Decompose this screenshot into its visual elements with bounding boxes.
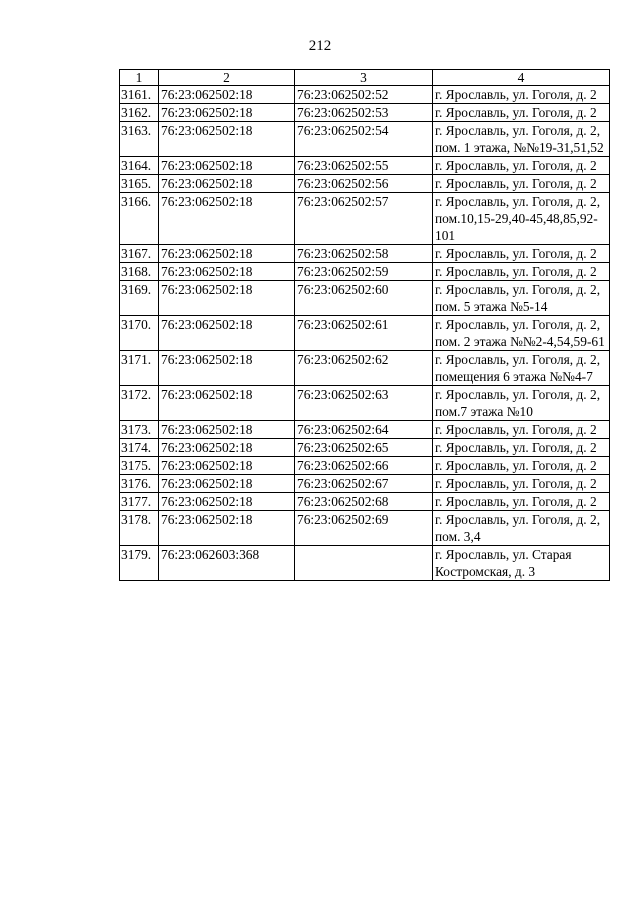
parcel-number-cell: 76:23:062502:18 (159, 386, 295, 421)
row-number-cell: 3167. (120, 245, 159, 263)
parcel-number-cell: 76:23:062502:18 (159, 157, 295, 175)
object-number-cell: 76:23:062502:68 (295, 493, 433, 511)
header-col-3: 3 (295, 70, 433, 86)
row-number-cell: 3172. (120, 386, 159, 421)
object-number-cell (295, 546, 433, 581)
parcel-number-cell: 76:23:062502:18 (159, 175, 295, 193)
row-number-cell: 3179. (120, 546, 159, 581)
table-row (120, 245, 610, 263)
address-cell: г. Ярославль, ул. Гоголя, д. 2, пом. 1 этажа, №№19-31,51,52 (433, 122, 610, 157)
address-cell: г. Ярославль, ул. Гоголя, д. 2, помещения 6 этажа №№4-7 (433, 351, 610, 386)
table-row (120, 122, 610, 157)
address-cell: г. Ярославль, ул. Гоголя, д. 2 (433, 245, 610, 263)
object-number-cell: 76:23:062502:65 (295, 439, 433, 457)
object-number-cell: 76:23:062502:62 (295, 351, 433, 386)
header-col-4: 4 (433, 70, 610, 86)
address-cell: г. Ярославль, ул. Старая Костромская, д. 3 (433, 546, 610, 581)
header-row (120, 70, 610, 86)
row-number-cell: 3171. (120, 351, 159, 386)
header-col-1: 1 (120, 70, 159, 86)
address-cell: г. Ярославль, ул. Гоголя, д. 2 (433, 263, 610, 281)
address-cell: г. Ярославль, ул. Гоголя, д. 2 (433, 457, 610, 475)
parcel-number-cell: 76:23:062502:18 (159, 122, 295, 157)
page-number: 212 (308, 38, 332, 54)
address-cell: г. Ярославль, ул. Гоголя, д. 2, пом. 2 этажа №№2-4,54,59-61 (433, 316, 610, 351)
object-number-cell: 76:23:062502:55 (295, 157, 433, 175)
header-col-2: 2 (159, 70, 295, 86)
parcel-number-cell: 76:23:062502:18 (159, 281, 295, 316)
object-number-cell: 76:23:062502:66 (295, 457, 433, 475)
address-cell: г. Ярославль, ул. Гоголя, д. 2 (433, 104, 610, 122)
table-row (120, 493, 610, 511)
object-number-cell: 76:23:062502:56 (295, 175, 433, 193)
table-row (120, 421, 610, 439)
address-cell: г. Ярославль, ул. Гоголя, д. 2, пом. 5 этажа №5-14 (433, 281, 610, 316)
row-number-cell: 3174. (120, 439, 159, 457)
address-cell: г. Ярославль, ул. Гоголя, д. 2 (433, 421, 610, 439)
parcel-number-cell: 76:23:062502:18 (159, 263, 295, 281)
address-cell: г. Ярославль, ул. Гоголя, д. 2 (433, 157, 610, 175)
object-number-cell: 76:23:062502:58 (295, 245, 433, 263)
row-number-cell: 3170. (120, 316, 159, 351)
row-number-cell: 3161. (120, 86, 159, 104)
address-cell: г. Ярославль, ул. Гоголя, д. 2, пом.10,15-29,40-45,48,85,92-101 (433, 193, 610, 245)
table-row (120, 193, 610, 245)
table-row (120, 457, 610, 475)
table-row (120, 475, 610, 493)
object-number-cell: 76:23:062502:59 (295, 263, 433, 281)
parcel-number-cell: 76:23:062502:18 (159, 493, 295, 511)
row-number-cell: 3178. (120, 511, 159, 546)
table-row (120, 511, 610, 546)
object-number-cell: 76:23:062502:57 (295, 193, 433, 245)
row-number-cell: 3177. (120, 493, 159, 511)
table-row (120, 281, 610, 316)
parcel-number-cell: 76:23:062502:18 (159, 439, 295, 457)
table-row (120, 439, 610, 457)
table-row (120, 104, 610, 122)
table-row (120, 86, 610, 104)
table-row (120, 351, 610, 386)
object-number-cell: 76:23:062502:53 (295, 104, 433, 122)
row-number-cell: 3165. (120, 175, 159, 193)
parcel-number-cell: 76:23:062502:18 (159, 457, 295, 475)
table-body (120, 86, 610, 581)
object-number-cell: 76:23:062502:61 (295, 316, 433, 351)
address-cell: г. Ярославль, ул. Гоголя, д. 2 (433, 175, 610, 193)
parcel-number-cell: 76:23:062502:18 (159, 421, 295, 439)
table-row (120, 386, 610, 421)
address-cell: г. Ярославль, ул. Гоголя, д. 2, пом.7 этажа №10 (433, 386, 610, 421)
object-number-cell: 76:23:062502:54 (295, 122, 433, 157)
parcel-number-cell: 76:23:062603:368 (159, 546, 295, 581)
address-cell: г. Ярославль, ул. Гоголя, д. 2 (433, 475, 610, 493)
address-cell: г. Ярославль, ул. Гоголя, д. 2 (433, 86, 610, 104)
parcel-number-cell: 76:23:062502:18 (159, 316, 295, 351)
object-number-cell: 76:23:062502:67 (295, 475, 433, 493)
table-header (120, 70, 610, 86)
object-number-cell: 76:23:062502:69 (295, 511, 433, 546)
parcel-number-cell: 76:23:062502:18 (159, 86, 295, 104)
address-cell: г. Ярославль, ул. Гоголя, д. 2, пом. 3,4 (433, 511, 610, 546)
parcel-number-cell: 76:23:062502:18 (159, 104, 295, 122)
row-number-cell: 3173. (120, 421, 159, 439)
parcel-number-cell: 76:23:062502:18 (159, 193, 295, 245)
row-number-cell: 3166. (120, 193, 159, 245)
row-number-cell: 3164. (120, 157, 159, 175)
parcel-number-cell: 76:23:062502:18 (159, 351, 295, 386)
table-row (120, 546, 610, 581)
object-number-cell: 76:23:062502:63 (295, 386, 433, 421)
row-number-cell: 3176. (120, 475, 159, 493)
address-cell: г. Ярославль, ул. Гоголя, д. 2 (433, 439, 610, 457)
table-row (120, 157, 610, 175)
object-number-cell: 76:23:062502:64 (295, 421, 433, 439)
table-row (120, 316, 610, 351)
row-number-cell: 3163. (120, 122, 159, 157)
address-cell: г. Ярославль, ул. Гоголя, д. 2 (433, 493, 610, 511)
parcel-number-cell: 76:23:062502:18 (159, 511, 295, 546)
row-number-cell: 3169. (120, 281, 159, 316)
row-number-cell: 3175. (120, 457, 159, 475)
parcel-number-cell: 76:23:062502:18 (159, 245, 295, 263)
object-number-cell: 76:23:062502:60 (295, 281, 433, 316)
parcel-number-cell: 76:23:062502:18 (159, 475, 295, 493)
table-row (120, 175, 610, 193)
registry-table (119, 69, 610, 581)
table-row (120, 263, 610, 281)
row-number-cell: 3168. (120, 263, 159, 281)
object-number-cell: 76:23:062502:52 (295, 86, 433, 104)
row-number-cell: 3162. (120, 104, 159, 122)
